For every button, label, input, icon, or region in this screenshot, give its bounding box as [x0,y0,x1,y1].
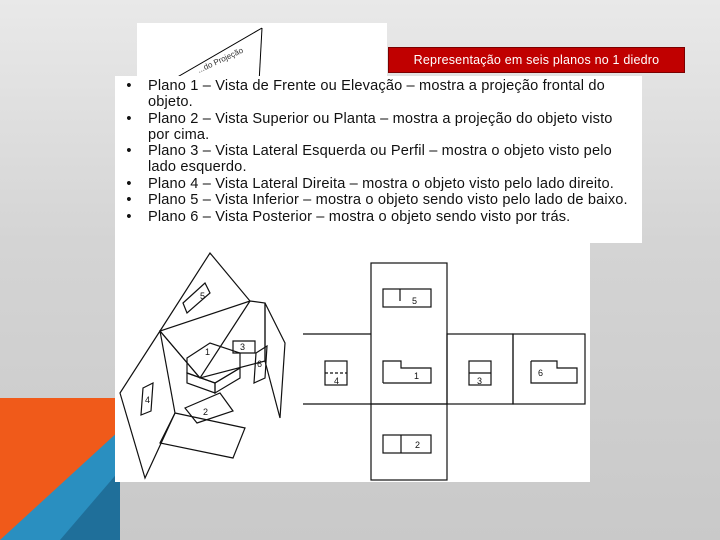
bullet-item-plano-6: • Plano 6 – Vista Posterior – mostra o objeto sendo visto por trás. [119,209,634,225]
top-image-label: ...do Projeção [196,45,245,75]
iso-label-5: 5 [200,291,206,301]
iso-label-1: 1 [205,347,211,357]
iso-label-2: 2 [203,407,209,417]
view-label-1: 1 [414,371,420,381]
slide-title: Representação em seis planos no 1 diedro [413,53,660,67]
iso-label-4: 4 [145,395,151,405]
iso-label-3: 3 [240,342,246,352]
bullet-item-plano-5: • Plano 5 – Vista Inferior – mostra o objeto sendo visto pelo lado de baixo. [119,192,634,208]
bullet-icon: • [126,110,132,127]
bullet-icon: • [126,208,132,225]
view-label-3: 3 [477,376,483,386]
view-label-4: 4 [334,376,340,386]
iso-label-6: 6 [257,359,263,369]
bullet-list [119,78,634,225]
projection-drawing [115,243,590,482]
iso-face-2-shape [185,393,233,423]
bullet-panel [115,76,642,243]
bullet-item-plano-3: • Plano 3 – Vista Lateral Esquerda ou Perfil – mostra o objeto visto pelo lado esquerdo. [119,143,634,175]
view-label-5: 5 [412,296,418,306]
iso-face-5-shape [183,283,210,313]
view-label-2: 2 [415,440,421,450]
bullet-icon: • [126,192,132,208]
bullet-icon: • [126,175,132,192]
bullet-item-plano-4: • Plano 4 – Vista Lateral Direita – mostra o objeto visto pelo lado direito. [119,176,634,192]
slide-title-banner [388,47,685,73]
bullet-item-plano-1: • Plano 1 – Vista de Frente ou Elevação – mostra a projeção frontal do objeto. [119,78,634,110]
top-image-fragment [137,23,387,83]
view-label-6: 6 [538,368,544,378]
bullet-icon: • [126,143,132,159]
bullet-icon: • [126,78,132,94]
bullet-item-plano-2: • Plano 2 – Vista Superior ou Planta – mostra a projeção do objeto visto por cima. [119,111,634,143]
